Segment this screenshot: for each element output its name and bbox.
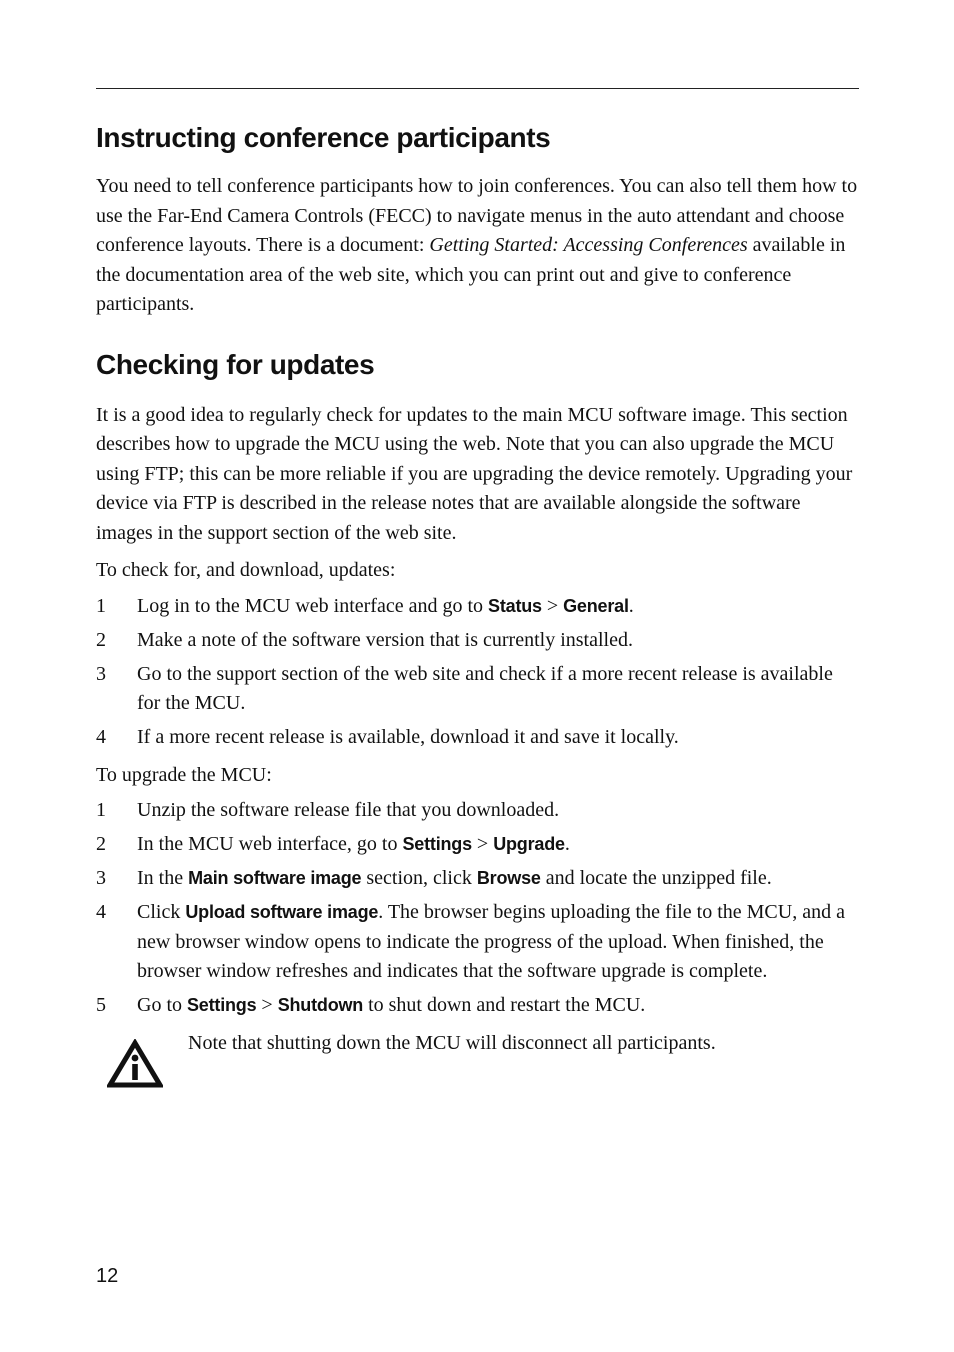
upgrade-steps-list <box>96 796 859 1021</box>
step-number: 4 <box>96 901 106 923</box>
ui-term-upgrade: Upgrade <box>493 834 565 854</box>
ui-term-upload-software-image: Upload software image <box>185 902 379 922</box>
page-content <box>96 118 859 1089</box>
updates-intro: It is a good idea to regularly check for updates to the main MCU software image. This section describes how to upgrade the MCU using the web. Note that you can also upgrade the MCU using FTP; this can be more reliable if you are upgrading the device remotely. Upgrading your device via FTP is described in the release notes that are available alongside the software images in the support section of the web site. <box>96 403 853 544</box>
step-text: > <box>471 833 494 855</box>
step-number: 4 <box>96 726 106 748</box>
step-text: In the MCU web interface, go to <box>137 833 403 855</box>
upgrade-step <box>96 898 859 987</box>
step-text: If a more recent release is available, download it and save it locally. <box>137 726 679 748</box>
step-number: 2 <box>96 628 106 651</box>
step-text: . <box>564 833 570 855</box>
page-number: 12 <box>96 1265 119 1287</box>
document-title: Getting Started: Accessing Conferences <box>429 234 748 256</box>
upgrade-step <box>96 830 859 860</box>
instructing-paragraph <box>96 172 859 320</box>
step-number: 5 <box>96 994 106 1016</box>
warning-note <box>96 1029 859 1089</box>
ui-term-settings: Settings <box>187 995 257 1015</box>
ui-term-settings: Settings <box>402 834 472 854</box>
check-step <box>96 660 859 719</box>
upgrade-lead: To upgrade the MCU: <box>96 763 272 786</box>
note-text: Note that shutting down the MCU will disconnect all participants. <box>188 1031 716 1054</box>
step-text: and locate the unzipped file. <box>540 867 772 889</box>
ui-term-general: General <box>563 595 629 616</box>
check-step <box>96 723 859 753</box>
step-text: to shut down and restart the MCU. <box>363 994 646 1016</box>
step-text: > <box>256 994 278 1016</box>
ui-term-status: Status <box>488 595 542 616</box>
step-number: 3 <box>96 867 106 889</box>
ui-term-main-software-image: Main software image <box>188 868 362 888</box>
step-number: 1 <box>96 594 106 617</box>
ui-term-browse: Browse <box>476 868 541 888</box>
step-text: . <box>628 594 634 617</box>
step-text: section, click <box>361 867 477 889</box>
step-text: Click <box>137 901 186 923</box>
step-text: Unzip the software release file that you downloaded. <box>137 799 560 821</box>
check-step <box>96 592 859 622</box>
step-text: Go to <box>137 994 187 1016</box>
section-heading-instructing: Instructing conference participants <box>96 122 551 153</box>
upgrade-step <box>96 796 859 826</box>
check-steps-list <box>96 592 859 753</box>
instructing-text-b: available in the documentation area of the web site, which you can print out and give to conference participants. <box>96 234 846 315</box>
upgrade-step <box>96 991 859 1021</box>
step-text: Log in to the MCU web interface and go to <box>137 594 489 617</box>
step-number: 1 <box>96 799 106 821</box>
step-text: Make a note of the software version that is currently installed. <box>137 628 633 651</box>
instructing-text-a: You need to tell conference participants how to join conferences. You can also tell them how to use the Far-End Camera Controls (FECC) to navigate menus in the auto attendant and choose conference layouts. There is a document: <box>96 175 858 256</box>
step-text: Go to the support section of the web site and check if a more recent release is available for the MCU. <box>137 662 833 714</box>
header-rule <box>96 88 859 89</box>
check-step <box>96 626 859 656</box>
step-number: 3 <box>96 662 106 685</box>
step-text: In the <box>137 867 189 889</box>
ui-term-shutdown: Shutdown <box>277 995 364 1015</box>
upgrade-step <box>96 864 859 894</box>
section-heading-updates: Checking for updates <box>96 348 375 380</box>
step-number: 2 <box>96 833 106 855</box>
warning-info-icon <box>107 1039 163 1089</box>
step-text: > <box>541 594 564 617</box>
step-text: . The browser begins uploading the file to the MCU, and a new browser window opens to indicate the progress of the upload. When finished, the browser window refreshes and indicates that the software upgrade is complete. <box>137 901 845 982</box>
check-lead: To check for, and download, updates: <box>96 559 396 581</box>
